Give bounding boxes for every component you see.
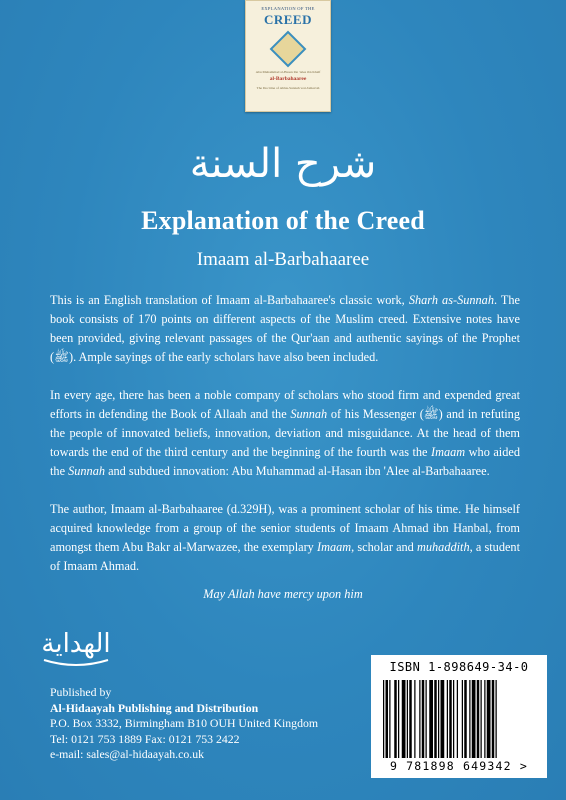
barcode-bar [386,680,389,758]
published-by-label: Published by [50,685,112,699]
text-span: The author, Imaam al-Barbahaaree (d.329H), was a prominent scholar of his time. He himself acquired knowledge from a group of the senior students of Imaam Ahmad ibn Hanbal, from amongst them Abu Bakr al-Marwazee, the exemplary [50,502,520,554]
blurb-paragraph-1 [50,291,520,367]
barcode-bar [398,680,399,758]
text-span: This is an English translation of Imaam al-Barbahaaree's classic work, [50,293,409,307]
blessing-line: May Allah have mercy upon him [203,587,363,601]
italic-span: Imaam [317,540,352,554]
barcode-bar [447,680,448,758]
barcode-bar [434,680,437,758]
thumbnail-top-text: EXPLANATION OF THE [261,6,315,11]
thumbnail-author: al-Barbahaaree [269,76,307,82]
barcode-bar [453,680,454,758]
barcode-bar [464,680,467,758]
thumbnail-title: CREED [263,12,312,27]
text-span: and subdued innovation: Abu Muhammad al-Hasan ibn 'Alee al-Barbahaaree. [105,464,490,478]
barcode-bar [438,680,439,758]
barcode-bar [394,680,397,758]
barcode-number: 9 781898 649342 > [389,759,529,773]
publisher-phone: Tel: 0121 753 1889 Fax: 0121 753 2422 [50,731,240,746]
book-title: Explanation of the Creed [141,206,425,235]
publisher-logo-icon [36,608,116,676]
barcode-bar [496,680,497,758]
barcode-bar [462,680,463,758]
barcode-bar [472,680,476,758]
blurb-paragraph-2 [50,386,520,481]
barcode-bar [492,680,495,758]
barcode-bar [429,680,433,758]
publisher-name: Al-Hidaayah Publishing and Distribution [50,700,259,715]
barcode-bar [422,680,425,758]
barcode-bar [484,680,485,758]
barcode-bar [449,680,452,758]
logo-text: الهداية [41,629,111,659]
italic-span: muhaddith [417,540,470,554]
text-span: who aided the [50,445,520,478]
text-span: , a student of Imaam Ahmad. [50,540,520,573]
italic-span: Sharh as-Sunnah [408,293,494,307]
book-author: Imaam al-Barbahaaree [196,249,370,270]
isbn-text: ISBN 1-898649-34-0 [389,660,529,674]
blurb-paragraph-3 [50,500,520,576]
blurb [50,291,520,595]
publisher-address: P.O. Box 3332, Birmingham B10 OUH United Kingdom [50,716,319,730]
barcode-bar [414,680,415,758]
italic-span: Imaam [431,445,466,459]
barcode-bar [407,680,408,758]
arabic-title: شرح السنة [189,141,377,187]
barcode-bar [426,680,427,758]
text-span: of his Messenger (ﷺ) and in refuting the people of innovated beliefs, innovation, deviation and misguidance. At the head of them towards the end of the third century and the beginning of the fourth was the [50,407,520,459]
publisher-info [50,685,318,763]
text-span: , scholar and [351,540,417,554]
barcode-icon [383,680,537,758]
front-cover-thumbnail [245,0,331,112]
barcode-bar [469,680,470,758]
barcode-bar [389,680,390,758]
barcode-bar [441,680,445,758]
thumbnail-subtitle: Abu Muhammad al-Hasan ibn 'Alee ibn Khalf [255,70,321,74]
publisher-email: e-mail: sales@al-hidaayah.co.uk [50,747,205,761]
barcode-bar [487,680,491,758]
barcode-bar [481,680,482,758]
isbn-barcode [371,655,547,778]
barcode-bar [457,680,458,758]
italic-span: Sunnah [290,407,328,421]
text-span: . The book consists of 170 points on different aspects of the Muslim creed. Extensive notes have been provided, giving relevant passages of the Qur'aan and authentic sayings of the Prophet (ﷺ). Ample sayings of the early scholars have also been included. [50,293,521,364]
ornament-icon [270,31,307,68]
barcode-bar [383,680,384,758]
thumbnail-tagline: The Doctrine of Ahlus-Sunnah wal-Jamaa'ah [256,86,320,90]
text-span: In every age, there has been a noble company of scholars who stood firm and expended great efforts in defending the Book of Allaah and the [50,388,520,421]
italic-span: Sunnah [68,464,105,478]
barcode-bar [402,680,406,758]
barcode-bar [419,680,420,758]
barcode-bar [477,680,480,758]
barcode-bar [409,680,412,758]
